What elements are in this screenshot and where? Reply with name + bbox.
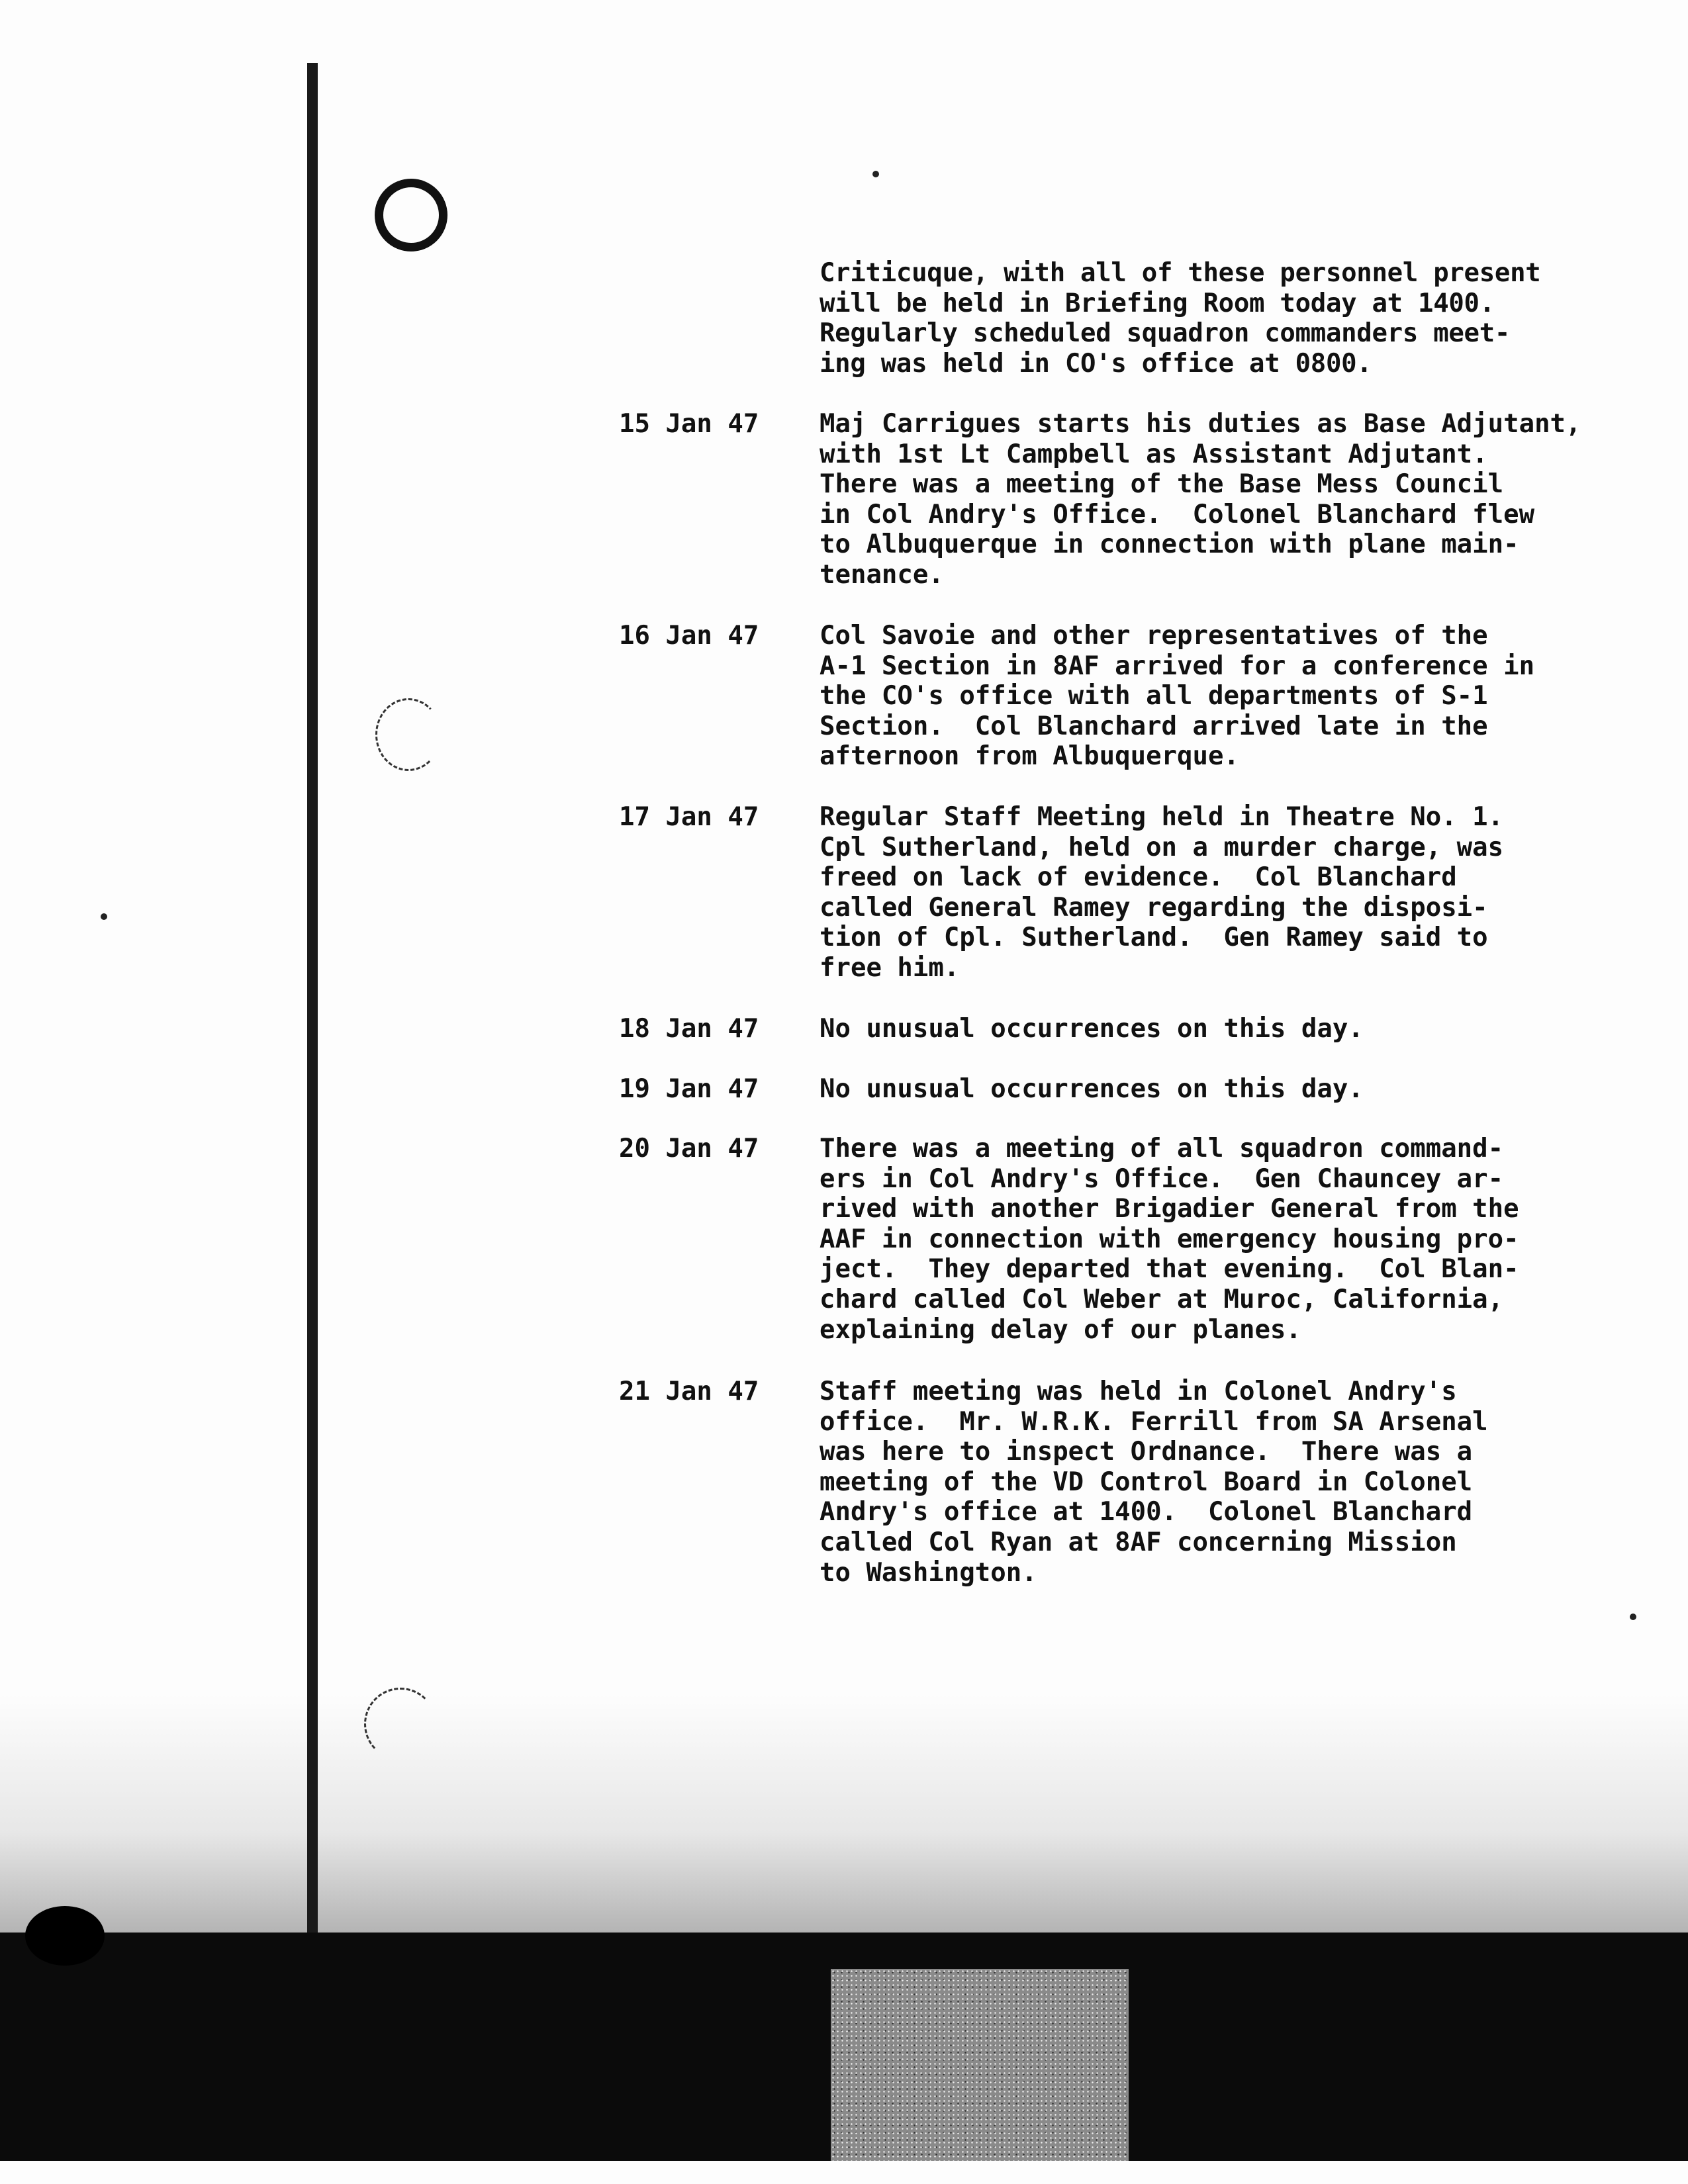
entry-line: to Albuquerque in connection with plane main- [820,529,1519,560]
entry-line: called Col Ryan at 8AF concerning Mission [820,1527,1457,1557]
entry-line: the CO's office with all departments of S-1 [820,681,1488,711]
entry-line: rived with another Brigadier General from the [820,1194,1519,1224]
entry-line: Cpl Sutherland, held on a murder charge, was [820,832,1504,862]
ink-blot [25,1906,105,1966]
entry-line: explaining delay of our planes. [820,1314,1301,1345]
entry-line: ject. They departed that evening. Col Blan- [820,1254,1519,1285]
entry-line: office. Mr. W.R.K. Ferrill from SA Arsenal [820,1406,1488,1437]
entry-line: Regular Staff Meeting held in Theatre No. 1. [820,802,1504,832]
scan-notch [831,1969,1129,2161]
scan-noise [0,1694,1688,1946]
entry-date: 15 Jan 47 [619,409,759,439]
entry-text [820,621,1614,772]
entry-line: was here to inspect Ordnance. There was a [820,1437,1473,1467]
page-edge [0,2161,1688,2184]
entry-text [820,1014,1614,1044]
entry-line: Staff meeting was held in Colonel Andry's [820,1377,1457,1406]
entry-line: Col Savoie and other representatives of the [820,621,1488,651]
entry-line: AAF in connection with emergency housing pro- [820,1224,1519,1254]
punch-hole-top [375,179,447,251]
intro-line: ing was held in CO's office at 0800. [820,348,1372,379]
entry-line: Section. Col Blanchard arrived late in the [820,711,1488,741]
entry-line: There was a meeting of the Base Mess Council [820,469,1504,500]
entry-line: freed on lack of evidence. Col Blanchard [820,862,1457,893]
entry-date: 17 Jan 47 [619,802,759,832]
entry-line: tenance. [820,559,944,590]
entry-date: 18 Jan 47 [619,1014,759,1044]
entry-text [820,1377,1614,1588]
entry-line: with 1st Lt Campbell as Assistant Adjutant. [820,439,1488,469]
entry-line: called General Ramey regarding the disposi- [820,892,1488,923]
binder-line [307,63,318,1936]
speck [1630,1614,1636,1620]
entry-line: meeting of the VD Control Board in Colonel [820,1467,1473,1497]
speck [872,171,879,177]
intro-paragraph [820,258,1540,379]
punch-hole-bottom [364,1688,437,1760]
entry-date: 21 Jan 47 [619,1377,759,1406]
entry-line: Andry's office at 1400. Colonel Blanchard [820,1497,1473,1527]
entry-line: No unusual occurrences on this day. [820,1014,1364,1044]
punch-hole-middle [375,698,442,771]
entry-line: tion of Cpl. Sutherland. Gen Ramey said to [820,923,1488,953]
entry-line: free him. [820,952,960,983]
entry-line: There was a meeting of all squadron command- [820,1134,1504,1163]
entry-text [820,409,1614,590]
entry-line: to Washington. [820,1557,1037,1588]
entry-line: afternoon from Albuquerque. [820,741,1239,772]
speck [101,913,107,920]
entry-text [820,802,1614,983]
entry-line: A-1 Section in 8AF arrived for a conference in [820,651,1535,681]
intro-line: Criticuque, with all of these personnel present [820,258,1541,288]
entry-text [820,1074,1614,1105]
entry-line: ers in Col Andry's Office. Gen Chauncey ar- [820,1163,1504,1194]
entry-line: in Col Andry's Office. Colonel Blanchard flew [820,499,1535,529]
entry-text [820,1134,1614,1345]
intro-line: will be held in Briefing Room today at 1400. [820,288,1495,318]
entry-date: 20 Jan 47 [619,1134,759,1163]
intro-line: Regularly scheduled squadron commanders meet- [820,318,1511,349]
entry-date: 19 Jan 47 [619,1074,759,1104]
entry-line: Maj Carrigues starts his duties as Base Adjutant, [820,409,1581,439]
entry-line: No unusual occurrences on this day. [820,1074,1364,1104]
entry-line: chard called Col Weber at Muroc, California, [820,1284,1504,1314]
entry-date: 16 Jan 47 [619,621,759,651]
